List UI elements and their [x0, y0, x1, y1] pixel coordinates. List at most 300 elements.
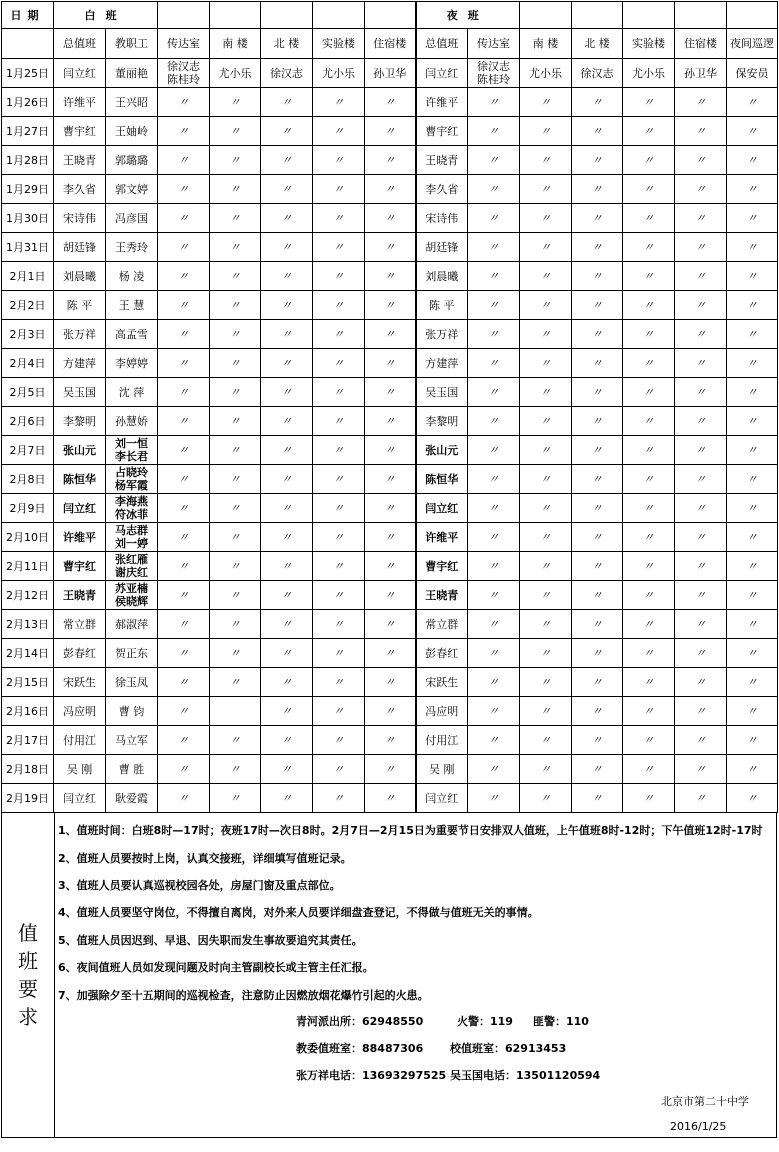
ditto-cell: 〃 — [675, 175, 727, 204]
ditto-cell: 〃 — [623, 407, 675, 436]
night-chief-cell: 陈 平 — [416, 291, 468, 320]
ditto-cell: 〃 — [572, 697, 623, 726]
ditto-cell: 〃 — [158, 465, 210, 494]
ditto-cell: 〃 — [572, 88, 623, 117]
day-chief-cell: 闫立红 — [54, 784, 106, 813]
ditto-cell: 〃 — [623, 146, 675, 175]
table-row — [2, 726, 778, 755]
ditto-cell: 〃 — [158, 262, 210, 291]
night-chief-cell: 张山元 — [416, 436, 468, 465]
staff-cell: 郭文婷 — [106, 175, 158, 204]
ditto-cell: 〃 — [675, 320, 727, 349]
ditto-cell: 〃 — [623, 784, 675, 813]
ditto-cell: 〃 — [675, 639, 727, 668]
ditto-cell: 〃 — [158, 349, 210, 378]
date-cell: 2月5日 — [2, 378, 54, 407]
table-row — [2, 523, 778, 552]
ditto-cell: 〃 — [727, 755, 778, 784]
ditto-cell: 〃 — [313, 523, 365, 552]
ditto-cell: 〃 — [210, 117, 261, 146]
ditto-cell: 〃 — [675, 204, 727, 233]
table-row — [2, 349, 778, 378]
ditto-cell: 〃 — [468, 407, 520, 436]
table-row — [2, 465, 778, 494]
duty-cell: 闫立红 — [54, 59, 106, 88]
day-chief-cell: 方建萍 — [54, 349, 106, 378]
ditto-cell: 〃 — [158, 233, 210, 262]
ditto-cell: 〃 — [572, 378, 623, 407]
ditto-cell: 〃 — [520, 320, 572, 349]
day-chief-cell: 曹宇红 — [54, 117, 106, 146]
night-chief-cell: 刘晨曦 — [416, 262, 468, 291]
day-chief-cell: 闫立红 — [54, 494, 106, 523]
ditto-cell: 〃 — [675, 465, 727, 494]
ditto-cell: 〃 — [210, 726, 261, 755]
staff-cell: 张红雁 谢庆红 — [106, 552, 158, 581]
ditto-cell: 〃 — [520, 291, 572, 320]
duty-cell: 保安员 — [727, 59, 778, 88]
column-header: 住宿楼 — [365, 29, 416, 59]
ditto-cell: 〃 — [365, 378, 416, 407]
ditto-cell: 〃 — [210, 320, 261, 349]
ditto-cell: 〃 — [520, 88, 572, 117]
table-row — [2, 668, 778, 697]
ditto-cell: 〃 — [365, 117, 416, 146]
ditto-cell: 〃 — [261, 697, 313, 726]
ditto-cell: 〃 — [365, 320, 416, 349]
fire-phone: 火警：119 — [457, 1015, 513, 1028]
table-row — [2, 494, 778, 523]
date-cell: 2月14日 — [2, 639, 54, 668]
ditto-cell: 〃 — [210, 88, 261, 117]
ditto-cell: 〃 — [572, 610, 623, 639]
duty-cell: 孙卫华 — [675, 59, 727, 88]
ditto-cell: 〃 — [727, 233, 778, 262]
ditto-cell: 〃 — [675, 146, 727, 175]
column-header: 传达室 — [468, 29, 520, 59]
table-row — [2, 639, 778, 668]
ditto-cell: 〃 — [313, 494, 365, 523]
ditto-cell: 〃 — [727, 639, 778, 668]
ditto-cell: 〃 — [313, 581, 365, 610]
ditto-cell: 〃 — [675, 436, 727, 465]
night-chief-cell: 付用江 — [416, 726, 468, 755]
duty-cell: 尤小乐 — [313, 59, 365, 88]
day-chief-cell: 宋跃生 — [54, 668, 106, 697]
ditto-cell: 〃 — [261, 175, 313, 204]
ditto-cell: 〃 — [261, 146, 313, 175]
duty-cell: 尤小乐 — [210, 59, 261, 88]
ditto-cell: 〃 — [468, 146, 520, 175]
ditto-cell: 〃 — [210, 784, 261, 813]
night-chief-cell: 冯应明 — [416, 697, 468, 726]
ditto-cell: 〃 — [623, 204, 675, 233]
ditto-cell: 〃 — [158, 581, 210, 610]
ditto-cell: 〃 — [210, 146, 261, 175]
day-chief-cell: 李久省 — [54, 175, 106, 204]
ditto-cell: 〃 — [520, 784, 572, 813]
staff-cell: 冯彦国 — [106, 204, 158, 233]
ditto-cell: 〃 — [158, 378, 210, 407]
ditto-cell: 〃 — [520, 465, 572, 494]
column-header: 实验楼 — [313, 29, 365, 59]
staff-cell: 耿爱霞 — [106, 784, 158, 813]
ditto-cell: 〃 — [675, 378, 727, 407]
ditto-cell: 〃 — [520, 610, 572, 639]
ditto-cell: 〃 — [572, 668, 623, 697]
night-chief-cell: 王晓青 — [416, 581, 468, 610]
ditto-cell: 〃 — [365, 494, 416, 523]
staff-cell: 高孟雪 — [106, 320, 158, 349]
ditto-cell: 〃 — [210, 262, 261, 291]
ditto-cell: 〃 — [313, 175, 365, 204]
ditto-cell: 〃 — [261, 349, 313, 378]
ditto-cell: 〃 — [468, 117, 520, 146]
ditto-cell: 〃 — [675, 610, 727, 639]
column-header: 实验楼 — [623, 29, 675, 59]
ditto-cell: 〃 — [727, 436, 778, 465]
ditto-cell: 〃 — [623, 262, 675, 291]
duty-cell: 孙卫华 — [365, 59, 416, 88]
ditto-cell: 〃 — [675, 668, 727, 697]
ditto-cell: 〃 — [623, 291, 675, 320]
ditto-cell: 〃 — [313, 146, 365, 175]
day-shift-header: 白班 — [54, 2, 158, 29]
school-name: 北京市第二十中学 — [661, 1095, 749, 1108]
ditto-cell: 〃 — [158, 697, 210, 726]
duty-schedule-sheet — [1, 1, 778, 1138]
ditto-cell: 〃 — [261, 523, 313, 552]
ditto-cell: 〃 — [623, 494, 675, 523]
ditto-cell: 〃 — [210, 639, 261, 668]
ditto-cell: 〃 — [572, 755, 623, 784]
ditto-cell: 〃 — [468, 262, 520, 291]
ditto-cell: 〃 — [313, 784, 365, 813]
ditto-cell: 〃 — [727, 291, 778, 320]
ditto-cell: 〃 — [623, 697, 675, 726]
ditto-cell: 〃 — [210, 552, 261, 581]
ditto-cell: 〃 — [158, 639, 210, 668]
night-chief-cell: 吴 刚 — [416, 755, 468, 784]
date-cell: 2月9日 — [2, 494, 54, 523]
emergency-phone: 匪警：110 — [533, 1015, 589, 1028]
ditto-cell: 〃 — [520, 697, 572, 726]
column-header: 南 楼 — [520, 29, 572, 59]
ditto-cell: 〃 — [675, 349, 727, 378]
ditto-cell: 〃 — [623, 349, 675, 378]
ditto-cell: 〃 — [623, 668, 675, 697]
staff-cell: 沈 萍 — [106, 378, 158, 407]
ditto-cell: 〃 — [727, 494, 778, 523]
ditto-cell: 〃 — [158, 610, 210, 639]
column-header: 总值班 — [416, 29, 468, 59]
duty-cell: 尤小乐 — [520, 59, 572, 88]
day-chief-cell: 付用江 — [54, 726, 106, 755]
ditto-cell: 〃 — [158, 291, 210, 320]
day-chief-cell: 曹宇红 — [54, 552, 106, 581]
ditto-cell: 〃 — [261, 726, 313, 755]
ditto-cell: 〃 — [520, 494, 572, 523]
date-cell: 2月3日 — [2, 320, 54, 349]
date-cell: 2月19日 — [2, 784, 54, 813]
education-duty-phone: 教委值班室：88487306 — [296, 1042, 424, 1055]
staff-cell: 杨 凌 — [106, 262, 158, 291]
date-cell: 2月15日 — [2, 668, 54, 697]
table-row — [2, 552, 778, 581]
ditto-cell: 〃 — [313, 610, 365, 639]
ditto-cell: 〃 — [365, 668, 416, 697]
ditto-cell: 〃 — [572, 726, 623, 755]
ditto-cell: 〃 — [313, 755, 365, 784]
day-chief-cell: 陈 平 — [54, 291, 106, 320]
ditto-cell: 〃 — [158, 552, 210, 581]
ditto-cell: 〃 — [727, 465, 778, 494]
ditto-cell: 〃 — [468, 639, 520, 668]
ditto-cell: 〃 — [210, 465, 261, 494]
ditto-cell: 〃 — [313, 320, 365, 349]
ditto-cell: 〃 — [623, 523, 675, 552]
duty-cell: 董丽艳 — [106, 59, 158, 88]
staff-cell: 刘一恒 李长君 — [106, 436, 158, 465]
ditto-cell: 〃 — [261, 465, 313, 494]
ditto-cell: 〃 — [675, 784, 727, 813]
title-row — [2, 2, 778, 29]
ditto-cell: 〃 — [313, 378, 365, 407]
ditto-cell: 〃 — [623, 639, 675, 668]
date-cell: 2月13日 — [2, 610, 54, 639]
ditto-cell: 〃 — [572, 349, 623, 378]
day-chief-cell: 冯应明 — [54, 697, 106, 726]
ditto-cell: 〃 — [468, 610, 520, 639]
ditto-cell: 〃 — [520, 639, 572, 668]
ditto-cell: 〃 — [572, 465, 623, 494]
ditto-cell: 〃 — [727, 407, 778, 436]
column-header: 教职工 — [106, 29, 158, 59]
day-chief-cell: 彭春红 — [54, 639, 106, 668]
ditto-cell: 〃 — [261, 117, 313, 146]
ditto-cell: 〃 — [261, 204, 313, 233]
ditto-cell: 〃 — [261, 88, 313, 117]
ditto-cell: 〃 — [572, 204, 623, 233]
ditto-cell: 〃 — [572, 494, 623, 523]
ditto-cell: 〃 — [468, 175, 520, 204]
ditto-cell: 〃 — [261, 494, 313, 523]
ditto-cell: 〃 — [365, 233, 416, 262]
night-chief-cell: 李黎明 — [416, 407, 468, 436]
ditto-cell: 〃 — [675, 262, 727, 291]
ditto-cell: 〃 — [623, 436, 675, 465]
ditto-cell: 〃 — [727, 320, 778, 349]
day-chief-cell: 常立群 — [54, 610, 106, 639]
staff-cell: 曹 胜 — [106, 755, 158, 784]
night-chief-cell: 闫立红 — [416, 494, 468, 523]
duty-cell: 闫立红 — [416, 59, 468, 88]
ditto-cell: 〃 — [727, 523, 778, 552]
ditto-cell: 〃 — [468, 88, 520, 117]
ditto-cell: 〃 — [675, 233, 727, 262]
ditto-cell: 〃 — [520, 146, 572, 175]
ditto-cell: 〃 — [261, 639, 313, 668]
ditto-cell: 〃 — [572, 175, 623, 204]
ditto-cell: 〃 — [158, 436, 210, 465]
staff-cell: 王兴昭 — [106, 88, 158, 117]
requirement-item: 6、夜间值班人员如发现问题及时向主管副校长或主管主任汇报。 — [58, 961, 374, 974]
ditto-cell: 〃 — [158, 146, 210, 175]
ditto-cell: 〃 — [313, 436, 365, 465]
ditto-cell: 〃 — [365, 465, 416, 494]
ditto-cell: 〃 — [261, 378, 313, 407]
ditto-cell: 〃 — [623, 465, 675, 494]
ditto-cell: 〃 — [261, 320, 313, 349]
night-chief-cell: 曹宇红 — [416, 552, 468, 581]
ditto-cell: 〃 — [572, 117, 623, 146]
day-chief-cell: 胡廷锋 — [54, 233, 106, 262]
column-header: 住宿楼 — [675, 29, 727, 59]
ditto-cell: 〃 — [727, 697, 778, 726]
ditto-cell: 〃 — [727, 262, 778, 291]
ditto-cell: 〃 — [468, 755, 520, 784]
date-cell: 1月31日 — [2, 233, 54, 262]
zhang-phone: 张万祥电话：13693297525 — [296, 1069, 447, 1082]
ditto-cell: 〃 — [520, 523, 572, 552]
staff-cell: 占晓玲 杨军霞 — [106, 465, 158, 494]
ditto-cell: 〃 — [468, 581, 520, 610]
ditto-cell: 〃 — [520, 581, 572, 610]
day-chief-cell: 李黎明 — [54, 407, 106, 436]
ditto-cell: 〃 — [623, 552, 675, 581]
ditto-cell: 〃 — [572, 784, 623, 813]
ditto-cell: 〃 — [365, 175, 416, 204]
ditto-cell: 〃 — [365, 639, 416, 668]
ditto-cell: 〃 — [675, 552, 727, 581]
date-column-header: 日期 — [2, 2, 54, 29]
ditto-cell: 〃 — [727, 784, 778, 813]
duty-table — [1, 1, 778, 813]
ditto-cell: 〃 — [313, 117, 365, 146]
ditto-cell: 〃 — [158, 494, 210, 523]
ditto-cell: 〃 — [675, 581, 727, 610]
ditto-cell: 〃 — [572, 146, 623, 175]
ditto-cell: 〃 — [520, 349, 572, 378]
table-row — [2, 59, 778, 88]
ditto-cell: 〃 — [623, 581, 675, 610]
ditto-cell: 〃 — [468, 697, 520, 726]
ditto-cell: 〃 — [675, 117, 727, 146]
ditto-cell — [210, 697, 261, 726]
requirement-item: 2、值班人员要按时上岗，认真交接班，详细填写值班记录。 — [58, 852, 352, 865]
table-row — [2, 204, 778, 233]
ditto-cell: 〃 — [313, 465, 365, 494]
day-chief-cell: 王晓青 — [54, 581, 106, 610]
ditto-cell: 〃 — [623, 726, 675, 755]
ditto-cell: 〃 — [572, 291, 623, 320]
ditto-cell: 〃 — [675, 523, 727, 552]
ditto-cell: 〃 — [675, 726, 727, 755]
date-cell: 2月10日 — [2, 523, 54, 552]
table-row — [2, 436, 778, 465]
ditto-cell: 〃 — [727, 378, 778, 407]
column-header-row — [2, 29, 778, 59]
table-row — [2, 262, 778, 291]
ditto-cell: 〃 — [675, 291, 727, 320]
ditto-cell: 〃 — [210, 494, 261, 523]
ditto-cell: 〃 — [727, 552, 778, 581]
day-chief-cell: 张万祥 — [54, 320, 106, 349]
ditto-cell: 〃 — [572, 552, 623, 581]
duty-requirements — [1, 813, 777, 1138]
date-cell: 1月30日 — [2, 204, 54, 233]
ditto-cell: 〃 — [158, 726, 210, 755]
ditto-cell: 〃 — [313, 407, 365, 436]
ditto-cell: 〃 — [520, 117, 572, 146]
ditto-cell: 〃 — [468, 378, 520, 407]
ditto-cell: 〃 — [520, 726, 572, 755]
ditto-cell: 〃 — [727, 175, 778, 204]
staff-cell: 孙慧娇 — [106, 407, 158, 436]
column-header: 夜间巡逻 — [727, 29, 778, 59]
ditto-cell: 〃 — [623, 320, 675, 349]
table-row — [2, 407, 778, 436]
night-chief-cell: 吴玉国 — [416, 378, 468, 407]
ditto-cell: 〃 — [623, 88, 675, 117]
staff-cell: 徐玉凤 — [106, 668, 158, 697]
night-chief-cell: 许维平 — [416, 88, 468, 117]
day-chief-cell: 吴 刚 — [54, 755, 106, 784]
ditto-cell: 〃 — [210, 610, 261, 639]
day-chief-cell: 宋诗伟 — [54, 204, 106, 233]
ditto-cell: 〃 — [675, 755, 727, 784]
ditto-cell: 〃 — [572, 523, 623, 552]
ditto-cell: 〃 — [675, 88, 727, 117]
ditto-cell: 〃 — [210, 407, 261, 436]
duty-cell: 尤小乐 — [623, 59, 675, 88]
ditto-cell: 〃 — [158, 523, 210, 552]
day-chief-cell: 陈恒华 — [54, 465, 106, 494]
ditto-cell: 〃 — [727, 668, 778, 697]
ditto-cell: 〃 — [365, 697, 416, 726]
ditto-cell: 〃 — [520, 262, 572, 291]
ditto-cell: 〃 — [468, 668, 520, 697]
date-cell: 1月25日 — [2, 59, 54, 88]
staff-cell: 贺正东 — [106, 639, 158, 668]
ditto-cell: 〃 — [365, 581, 416, 610]
night-chief-cell: 曹宇红 — [416, 117, 468, 146]
ditto-cell: 〃 — [572, 233, 623, 262]
ditto-cell: 〃 — [365, 146, 416, 175]
staff-cell: 马立军 — [106, 726, 158, 755]
night-chief-cell: 胡廷锋 — [416, 233, 468, 262]
requirement-item: 1、值班时间：白班8时—17时；夜班17时—次日8时。2月7日—2月15日为重要节日安排双人值班，上午值班8时-12时；下午值班12时-17时 — [58, 824, 763, 837]
staff-cell: 马志群 刘一婷 — [106, 523, 158, 552]
ditto-cell: 〃 — [520, 378, 572, 407]
table-row — [2, 610, 778, 639]
ditto-cell: 〃 — [313, 88, 365, 117]
ditto-cell: 〃 — [261, 755, 313, 784]
ditto-cell: 〃 — [210, 378, 261, 407]
ditto-cell: 〃 — [158, 175, 210, 204]
staff-cell: 李海燕 符冰菲 — [106, 494, 158, 523]
ditto-cell: 〃 — [520, 233, 572, 262]
ditto-cell: 〃 — [261, 291, 313, 320]
date-cell: 2月1日 — [2, 262, 54, 291]
requirement-item: 7、加强除夕至十五期间的巡视检查，注意防止因燃放烟花爆竹引起的火患。 — [58, 989, 429, 1002]
ditto-cell: 〃 — [468, 494, 520, 523]
ditto-cell: 〃 — [365, 291, 416, 320]
ditto-cell: 〃 — [261, 784, 313, 813]
column-header: 南 楼 — [210, 29, 261, 59]
ditto-cell: 〃 — [261, 407, 313, 436]
ditto-cell: 〃 — [210, 581, 261, 610]
